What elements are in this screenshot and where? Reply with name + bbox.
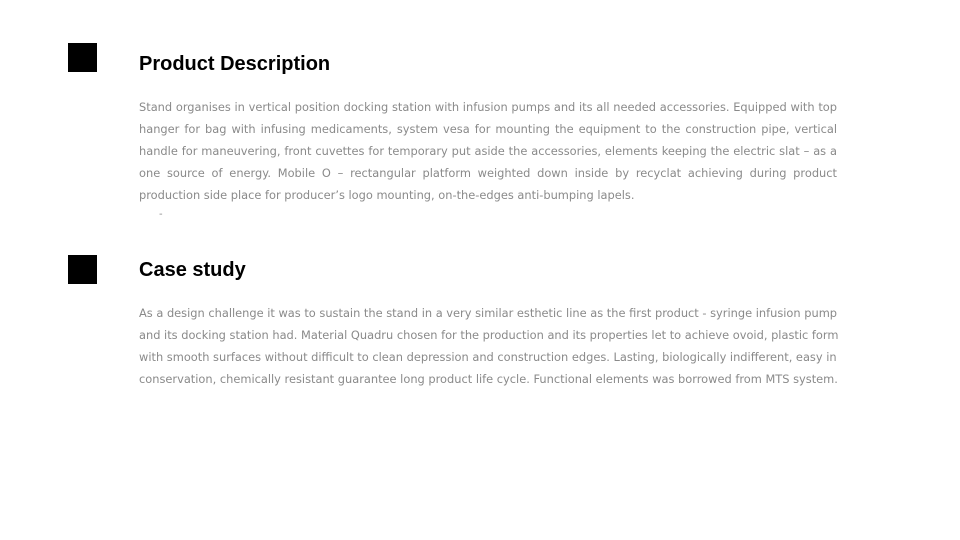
section-marker-square (68, 255, 97, 284)
case-study-heading: Case study (139, 259, 246, 281)
stray-dash-mark: - (159, 209, 163, 220)
product-description-heading: Product Description (139, 53, 331, 75)
section-marker-square (68, 43, 97, 72)
product-description-text: Stand organises in vertical position docking station with infusion pumps and its all needed accessories. Equipped with top hanger for bag with infusing medicaments, system vesa for mounting the equipment to the construction pipe, vertical handle for maneuvering, front cuvettes for temporary put aside the accessories, elements keeping the electric slat – as a one source of energy. Mobile O – rectangular platform weighted down inside by recyclat achieving during product production side place for producer’s logo mounting, on-the-edges anti-bumping lapels. (139, 100, 837, 202)
case-study-text: As a design challenge it was to sustain the stand in a very similar esthetic line as the first product - syringe infusion pump and its docking station had. Material Quadru chosen for the production and its properties let to achieve ovoid, plastic form with smooth surfaces without difficult to clean depression and construction edges. Lasting, biologically indifferent, easy in conservation, chemically resistant guarantee long product life cycle. Functional elements was borrowed from MTS system. (139, 306, 839, 386)
